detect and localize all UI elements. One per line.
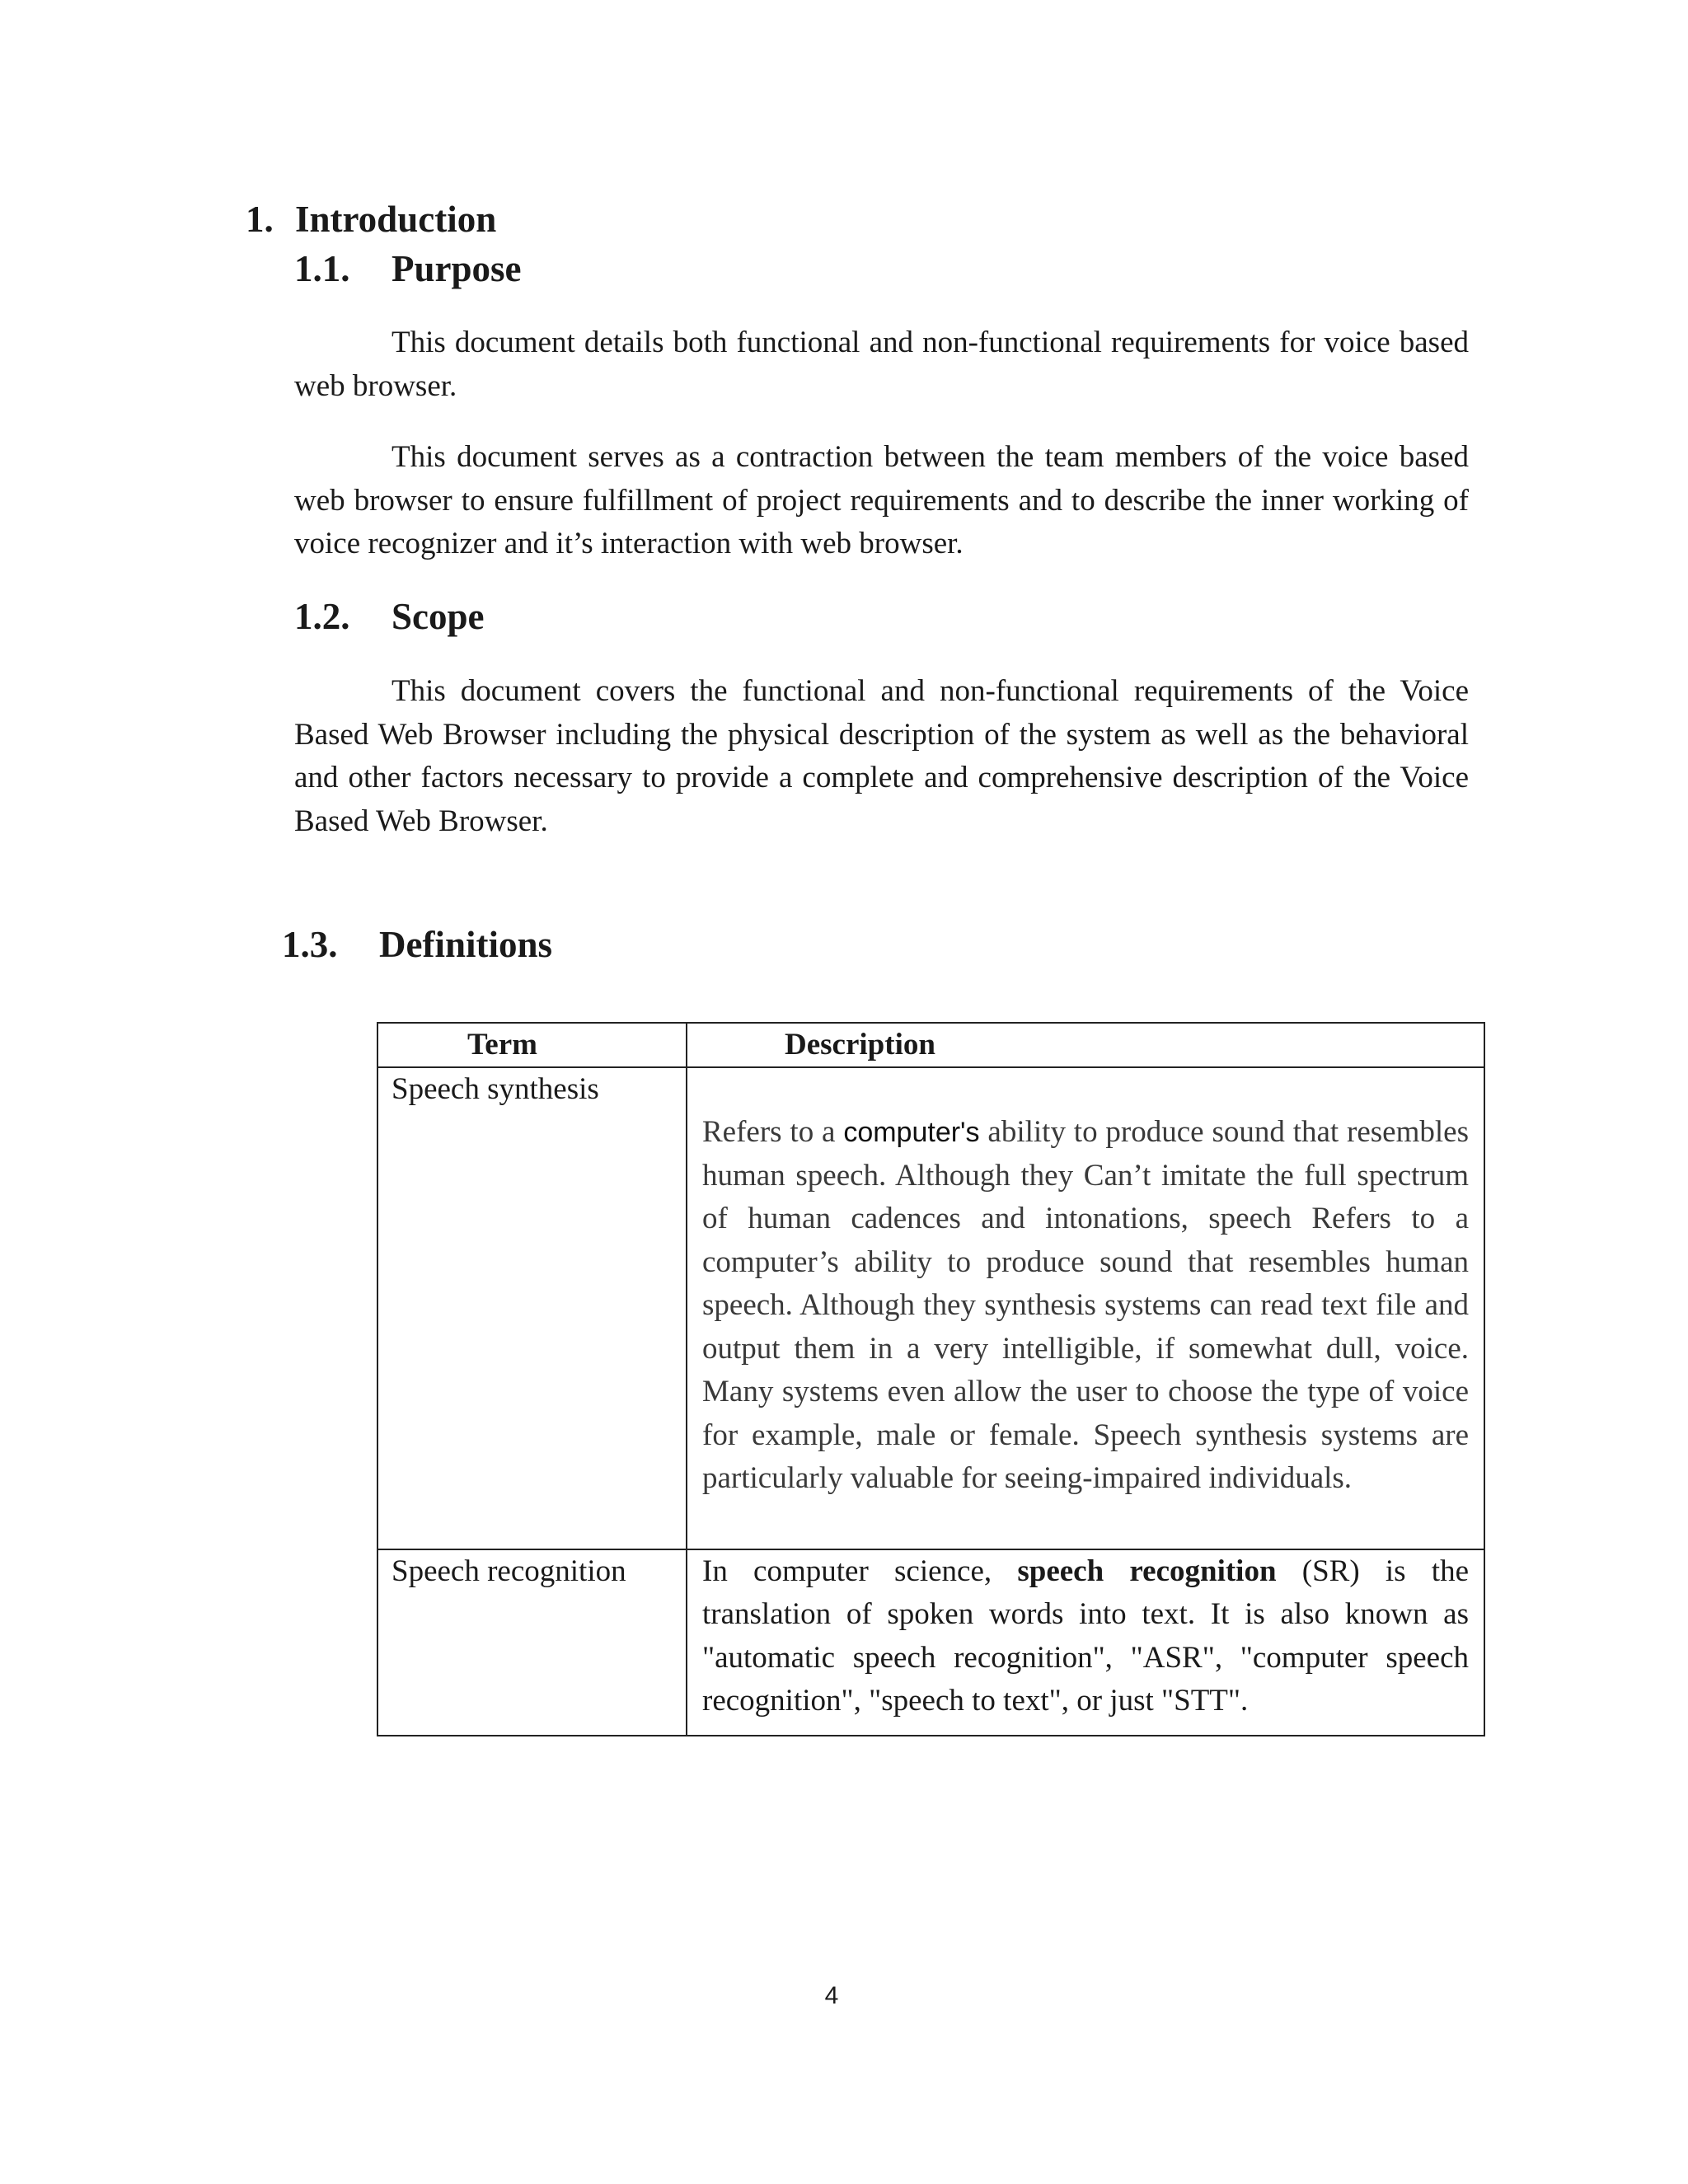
- term-cell: Speech recognition: [377, 1549, 687, 1736]
- purpose-paragraph-2: This document serves as a contraction between the team members of the voice based web browser to ensure fulfillment of project requirements and to describe the inner working of voice recognizer and it’s interaction with web browser.: [294, 440, 1469, 560]
- highlighted-term: speech recognition: [1017, 1554, 1277, 1588]
- highlighted-term: computer's: [843, 1117, 980, 1148]
- subsection-number: 1.2.: [294, 596, 350, 637]
- page-number: 4: [824, 1982, 839, 2009]
- section-number: 1.: [246, 199, 274, 240]
- table-header-row: [377, 1023, 1484, 1067]
- term-cell: Speech synthesis: [377, 1067, 687, 1549]
- section-heading-introduction: [246, 198, 496, 241]
- description-cell: In computer science, speech recognition (SR) is the translation of spoken words into text. It is also known as "automatic speech recognition", "ASR", "computer speech recognition", "speech to text", or just "STT".: [687, 1549, 1484, 1736]
- table-row: [377, 1549, 1484, 1736]
- subsection-heading-purpose: [294, 247, 522, 290]
- table-row: [377, 1067, 1484, 1549]
- subsection-title: Definitions: [379, 924, 553, 965]
- subsection-number: 1.3.: [282, 924, 338, 965]
- scope-paragraph: This document covers the functional and non-functional requirements of the Voice Based Web Browser including the physical description of the system as well as the behavioral and other factors necessary to provide a complete and comprehensive description of the Voice Based Web Browser.: [294, 674, 1469, 838]
- column-header-term: Term: [377, 1023, 687, 1067]
- column-header-description: Description: [687, 1023, 1484, 1067]
- definitions-table: [377, 1022, 1485, 1736]
- subsection-title: Scope: [392, 596, 485, 637]
- purpose-paragraph-1: This document details both functional and non-functional requirements for voice based web browser.: [294, 326, 1469, 403]
- subsection-heading-definitions: [282, 923, 552, 966]
- subsection-number: 1.1.: [294, 248, 350, 289]
- description-cell: Refers to a computer's ability to produce sound that resembles human speech. Although they Can’t imitate the full spectrum of human cadences and intonations, speech Refers to a computer’s ability to produce sound that resembles human speech. Although they synthesis systems can read text file and output them in a very intelligible, if somewhat dull, voice. Many systems even allow the user to choose the type of voice for example, male or female. Speech synthesis systems are particularly valuable for seeing-impaired individuals.: [687, 1067, 1484, 1549]
- subsection-title: Purpose: [392, 248, 522, 289]
- section-title: Introduction: [295, 199, 497, 240]
- subsection-heading-scope: [294, 595, 485, 638]
